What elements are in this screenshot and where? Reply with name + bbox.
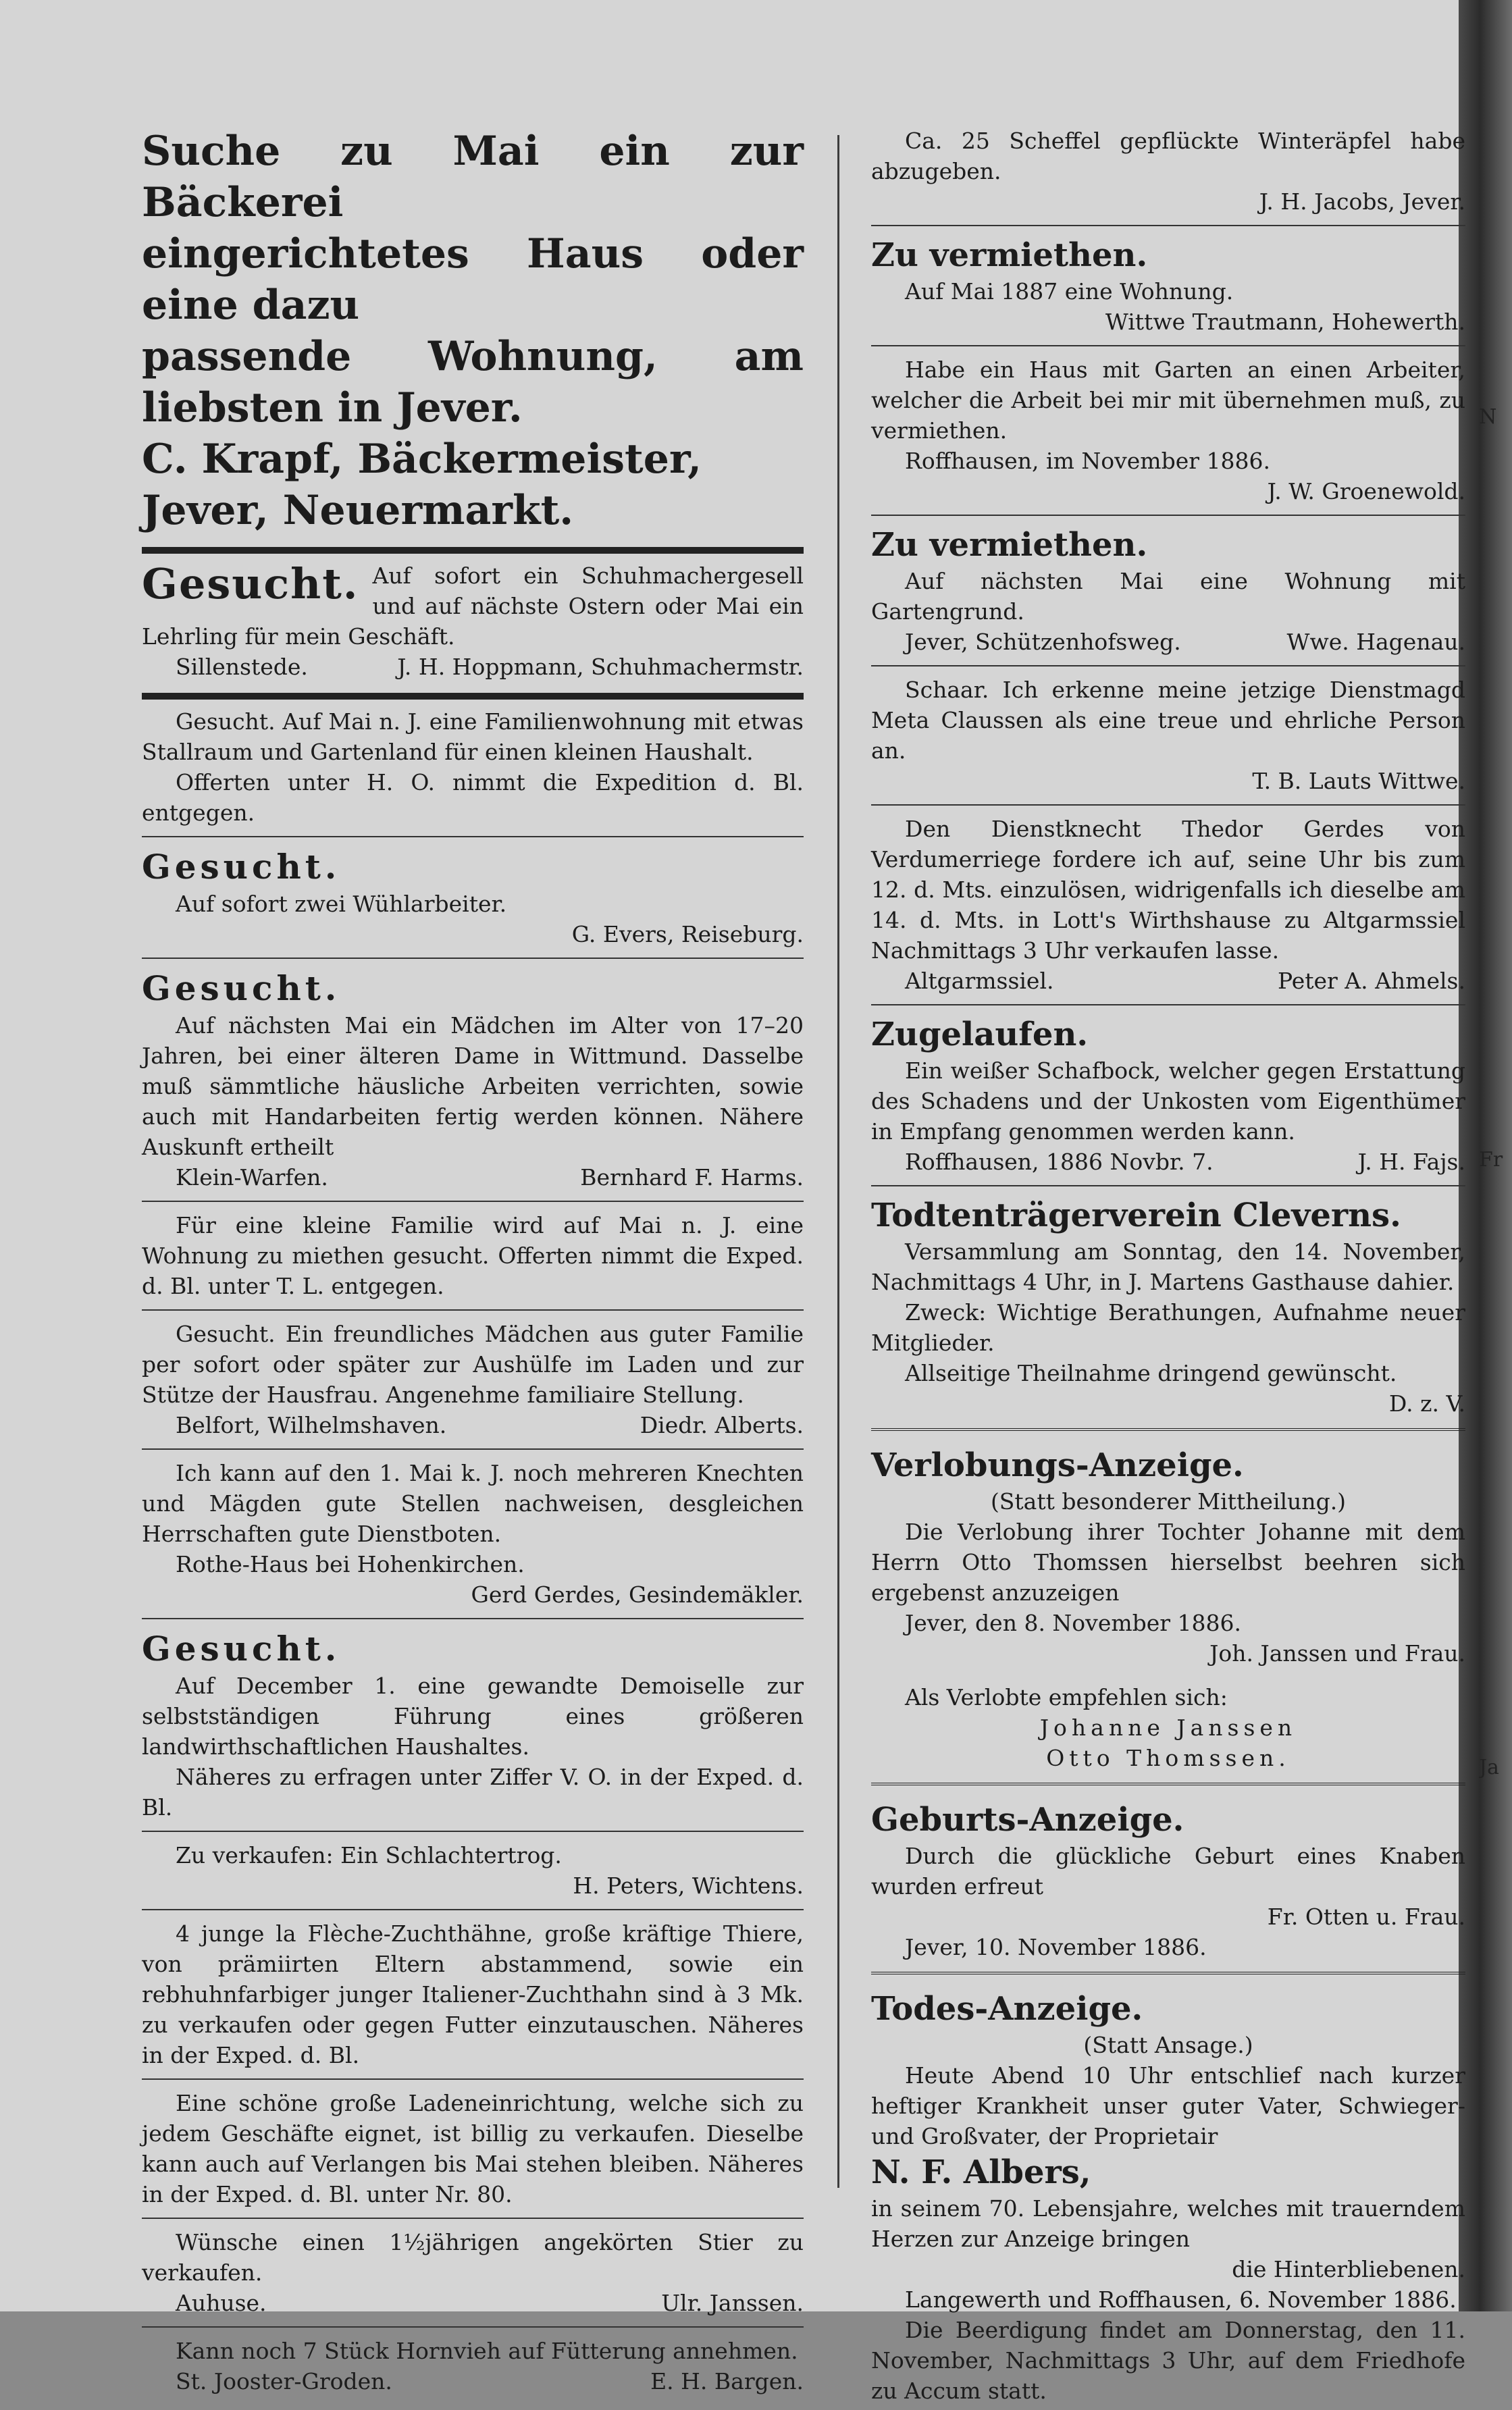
ad-ladeneinrichtung xyxy=(142,2084,804,2213)
ad-text: Offerten unter H. O. nimmt die Expedition d. Bl. entgegen. xyxy=(142,769,804,826)
ad-subheading: (Statt Ansage.) xyxy=(1083,2032,1253,2058)
ad-text: Habe ein Haus mit Garten an einen Arbeiter, welcher die Arbeit bei mir mit übernehmen muß, zu vermiethen. xyxy=(871,357,1465,444)
ad-hornvieh xyxy=(142,2332,804,2401)
ad-text: Gesucht. Auf Mai n. J. eine Familienwohnung mit etwas Stallraum und Gartenland für einen kleinen Haushalt. xyxy=(142,708,804,765)
ad-text: Durch die glückliche Geburt eines Knaben wurden erfreut xyxy=(871,1843,1465,1900)
adjacent-page-fragment: N xyxy=(1479,405,1497,429)
ad-text: Schaar. Ich erkenne meine jetzige Dienstmagd Meta Claussen als eine treue und ehrliche Person an. xyxy=(871,677,1465,764)
ad-separator xyxy=(871,345,1465,346)
ad-name: Otto Thomssen. xyxy=(1046,1745,1291,1771)
ad-text: Zu verkaufen: Ein Schlachtertrog. xyxy=(176,1842,562,1868)
column-divider xyxy=(837,135,839,2188)
ad-text: Auf December 1. eine gewandte Demoiselle zur selbstständigen Führung eines größeren landwirthschaftlichen Haushaltes. xyxy=(142,1673,804,1760)
ad-signature: D. z. V. xyxy=(1388,1390,1465,1417)
ad-text: Eine schöne große Ladeneinrichtung, welche sich zu jedem Geschäfte eignet, ist billig zu verkaufen. Dieselbe kann auch auf Verlangen bis Mai stehen bleiben. Näheres in der Exped. d. Bl. unter Nr. 80. xyxy=(142,2090,804,2207)
ad-place: Sillenstede. xyxy=(176,654,308,680)
ad-signature: Joh. Janssen und Frau. xyxy=(1209,1640,1465,1667)
ad-schuhmacher xyxy=(142,556,804,686)
ad-separator xyxy=(871,225,1465,226)
ad-dienstmagd xyxy=(871,671,1465,800)
ad-signature: Wwe. Hagenau. xyxy=(1286,629,1465,655)
ad-text: Allseitige Theilnahme dringend gewünscht. xyxy=(905,1360,1397,1386)
ad-text: Ca. 25 Scheffel gepflückte Winteräpfel habe abzugeben. xyxy=(871,128,1465,184)
ad-separator xyxy=(871,1004,1465,1005)
ad-todtentraegerverein xyxy=(871,1190,1465,1423)
ad-heading: Gesucht. xyxy=(142,1629,341,1669)
ad-signature: Peter A. Ahmels. xyxy=(1277,968,1465,994)
ad-heading: Verlobungs-Anzeige. xyxy=(871,1446,1244,1484)
ad-place: Altgarmssiel. xyxy=(905,968,1054,994)
ad-separator xyxy=(142,2218,804,2219)
ad-gesindemaekler xyxy=(142,1454,804,1614)
ad-lead: Gesucht. xyxy=(142,559,359,608)
ad-separator xyxy=(871,665,1465,666)
ad-name: N. F. Albers, xyxy=(871,2153,1091,2191)
ad-heading: Zugelaufen. xyxy=(871,1016,1089,1053)
ad-place: Roffhausen, 1886 Novbr. 7. xyxy=(905,1149,1214,1175)
ad-schlachtertrog xyxy=(142,1836,804,1905)
ad-text: Auf sofort zwei Wühlarbeiter. xyxy=(176,891,507,917)
ad-headline: Suche zu Mai ein zur Bäckerei xyxy=(142,128,804,226)
ad-name: Johanne Janssen xyxy=(1039,1714,1297,1741)
ad-separator xyxy=(142,1831,804,1832)
ad-text: Näheres zu erfragen unter Ziffer V. O. in der Exped. d. Bl. xyxy=(142,1764,804,1820)
ad-signature: H. Peters, Wichtens. xyxy=(573,1872,804,1899)
ad-signature: Fr. Otten u. Frau. xyxy=(1267,1904,1465,1930)
ad-vermiethen-2 xyxy=(871,520,1465,661)
ad-zugelaufen xyxy=(871,1010,1465,1181)
left-column xyxy=(142,122,804,2401)
ad-heading: Zu vermiethen. xyxy=(871,236,1148,274)
ad-stier xyxy=(142,2223,804,2322)
ad-separator xyxy=(142,547,804,554)
ad-place: Roffhausen, im November 1886. xyxy=(905,448,1270,474)
ad-text: Die Beerdigung findet am Donnerstag, den 11. November, Nachmittags 3 Uhr, auf dem Friedhofe zu Accum statt. xyxy=(871,2317,1465,2404)
ad-separator xyxy=(142,1201,804,1202)
ad-demoiselle xyxy=(142,1623,804,1827)
ad-headline: passende Wohnung, am liebsten in Jever. xyxy=(142,333,804,431)
ad-signature: Ulr. Janssen. xyxy=(661,2290,804,2316)
ad-text: Kann noch 7 Stück Hornvieh auf Fütterung annehmen. xyxy=(176,2338,798,2364)
ad-separator xyxy=(142,1309,804,1311)
ad-place: Rothe-Haus bei Hohenkirchen. xyxy=(176,1551,525,1577)
ad-winteraepfel xyxy=(871,122,1465,221)
ad-separator xyxy=(871,1972,1465,1979)
ad-text: in seinem 70. Lebensjahre, welches mit trauerndem Herzen zur Anzeige bringen xyxy=(871,2195,1465,2252)
ad-separator xyxy=(142,1448,804,1450)
ad-separator xyxy=(871,1428,1465,1435)
ad-maedchen xyxy=(142,963,804,1197)
ad-date: Langewerth und Roffhausen, 6. November 1886. xyxy=(905,2286,1457,2313)
ad-heading: Todtenträgerverein Cleverns. xyxy=(871,1197,1401,1234)
ad-signature: Gerd Gerdes, Gesindemäkler. xyxy=(471,1581,804,1608)
ad-separator xyxy=(142,1618,804,1619)
ad-subheading: (Statt besonderer Mittheilung.) xyxy=(990,1488,1347,1515)
ad-geburt xyxy=(871,1795,1465,1966)
ad-zuchthaehne xyxy=(142,1914,804,2074)
adjacent-page-fragment: Fr xyxy=(1479,1148,1503,1172)
ad-headline: C. Krapf, Bäckermeister, xyxy=(142,436,702,483)
ad-text: Gesucht. Ein freundliches Mädchen aus guter Familie per sofort oder später zur Aushülfe im Laden und zur Stütze der Hausfrau. Angenehme familiaire Stellung. xyxy=(142,1321,804,1408)
right-column xyxy=(871,122,1465,2410)
ad-text: Auf nächsten Mai eine Wohnung mit Gartengrund. xyxy=(871,568,1465,625)
ad-text: Auf sofort ein Schuhmachergesell und auf nächste Ostern oder Mai ein Lehrling für mein Geschäft. xyxy=(142,562,804,650)
ad-separator xyxy=(871,804,1465,806)
ad-place: Belfort, Wilhelmshaven. xyxy=(176,1412,447,1438)
ad-separator xyxy=(871,1185,1465,1186)
ad-text: Als Verlobte empfehlen sich: xyxy=(905,1684,1228,1710)
ad-signature: Bernhard F. Harms. xyxy=(580,1164,804,1190)
ad-text: Versammlung am Sonntag, den 14. November, Nachmittags 4 Uhr, in J. Martens Gasthause dahier. xyxy=(871,1238,1465,1295)
ad-wuehlarbeiter xyxy=(142,841,804,953)
ad-place: Klein-Warfen. xyxy=(176,1164,328,1190)
ad-separator xyxy=(142,2078,804,2080)
ad-separator xyxy=(142,958,804,959)
ad-headline: Jever, Neuermarkt. xyxy=(142,487,574,534)
ad-familienwohnung xyxy=(142,702,804,832)
adjacent-page-fragment: Ja xyxy=(1479,1756,1499,1779)
ad-signature: J. W. Groenewold. xyxy=(1267,478,1465,504)
ad-text: Für eine kleine Familie wird auf Mai n. J. eine Wohnung zu miethen gesucht. Offerten nimmt die Exped. d. Bl. unter T. L. entgegen. xyxy=(142,1212,804,1299)
ad-heading: Gesucht. xyxy=(142,968,341,1008)
ad-text: Wünsche einen 1½jährigen angekörten Stier zu verkaufen. xyxy=(142,2229,804,2286)
ad-verlobung xyxy=(871,1440,1465,1777)
ad-text: 4 junge la Flèche-Zuchthähne, große kräftige Thiere, von prämiirten Eltern abstammend, sowie ein rebhuhnfarbiger junger Italiener-Zuchthahn sind à 3 Mk. zu verkaufen oder gegen Futter einzutauschen. Näheres in der Exped. d. Bl. xyxy=(142,1920,804,2068)
ad-vermiethen-1 xyxy=(871,230,1465,341)
ad-place: Auhuse. xyxy=(176,2290,267,2316)
ad-separator xyxy=(871,1783,1465,1789)
ad-signature: Wittwe Trautmann, Hohewerth. xyxy=(1105,309,1465,335)
ad-signature: J. H. Fajs. xyxy=(1357,1149,1465,1175)
ad-signature: T. B. Lauts Wittwe. xyxy=(1252,768,1465,794)
ad-heading: Gesucht. xyxy=(142,847,341,887)
ad-date: Jever, den 8. November 1886. xyxy=(905,1610,1242,1636)
ad-date: Jever, 10. November 1886. xyxy=(905,1934,1207,1960)
ad-heading: Zu vermiethen. xyxy=(871,526,1148,564)
ad-text: Ich kann auf den 1. Mai k. J. noch mehreren Knechten und Mägden gute Stellen nachweisen, desgleichen Herrschaften gute Dienstboten. xyxy=(142,1460,804,1547)
ad-text: Zweck: Wichtige Berathungen, Aufnahme neuer Mitglieder. xyxy=(871,1299,1465,1356)
ad-separator xyxy=(871,515,1465,516)
ad-text: Auf nächsten Mai ein Mädchen im Alter von 17–20 Jahren, bei einer älteren Dame in Wittmund. Dasselbe muß sämmtliche häusliche Arbeiten verrichten, sowie auch mit Handarbeiten fertig werden können. Nähere Auskunft ertheilt xyxy=(142,1012,804,1160)
ad-signature: G. Evers, Reiseburg. xyxy=(571,921,804,947)
ad-heading: Geburts-Anzeige. xyxy=(871,1801,1184,1839)
ad-signature: die Hinterbliebenen. xyxy=(1232,2256,1465,2282)
ad-dienstknecht xyxy=(871,810,1465,1000)
ad-headline: eingerichtetes Haus oder eine dazu xyxy=(142,230,804,329)
ad-text: Die Verlobung ihrer Tochter Johanne mit dem Herrn Otto Thomssen hierselbst beehren sich ergebenst anzuzeigen xyxy=(871,1519,1465,1606)
ad-aushuelfe xyxy=(142,1315,804,1444)
ad-kleine-familie xyxy=(142,1206,804,1305)
ad-separator xyxy=(142,1909,804,1910)
ad-signature: J. H. Hoppmann, Schuhmachermstr. xyxy=(397,654,804,680)
ad-text: Ein weißer Schafbock, welcher gegen Erstattung des Schadens und der Unkosten vom Eigenthümer in Empfang genommen werden kann. xyxy=(871,1057,1465,1145)
ad-text: Auf Mai 1887 eine Wohnung. xyxy=(905,278,1234,305)
ad-separator xyxy=(142,836,804,837)
ad-signature: Diedr. Alberts. xyxy=(640,1412,804,1438)
ad-signature: J. H. Jacobs, Jever. xyxy=(1259,188,1465,215)
ad-haus-garten xyxy=(871,350,1465,510)
ad-place: St. Jooster-Groden. xyxy=(176,2368,392,2394)
ad-todesanzeige xyxy=(871,1984,1465,2410)
ad-text: Den Dienstknecht Thedor Gerdes von Verdumerriege fordere ich auf, seine Uhr bis zum 12. d. Mts. einzulösen, widrigenfalls ich dieselbe am 14. d. Mts. in Lott's Wirthshause zu Altgarmssiel Nachmittags 3 Uhr verkaufen lasse. xyxy=(871,816,1465,964)
ad-text: Heute Abend 10 Uhr entschlief nach kurzer heftiger Krankheit unser guter Vater, Schwieger- und Großvater, der Proprietair xyxy=(871,2062,1465,2149)
ad-separator xyxy=(142,2326,804,2328)
ad-place: Jever, Schützenhofsweg. xyxy=(905,629,1181,655)
ad-baecker xyxy=(142,122,804,540)
ad-separator xyxy=(142,693,804,700)
ad-heading: Todes-Anzeige. xyxy=(871,1990,1143,2028)
ad-signature: E. H. Bargen. xyxy=(650,2368,804,2394)
